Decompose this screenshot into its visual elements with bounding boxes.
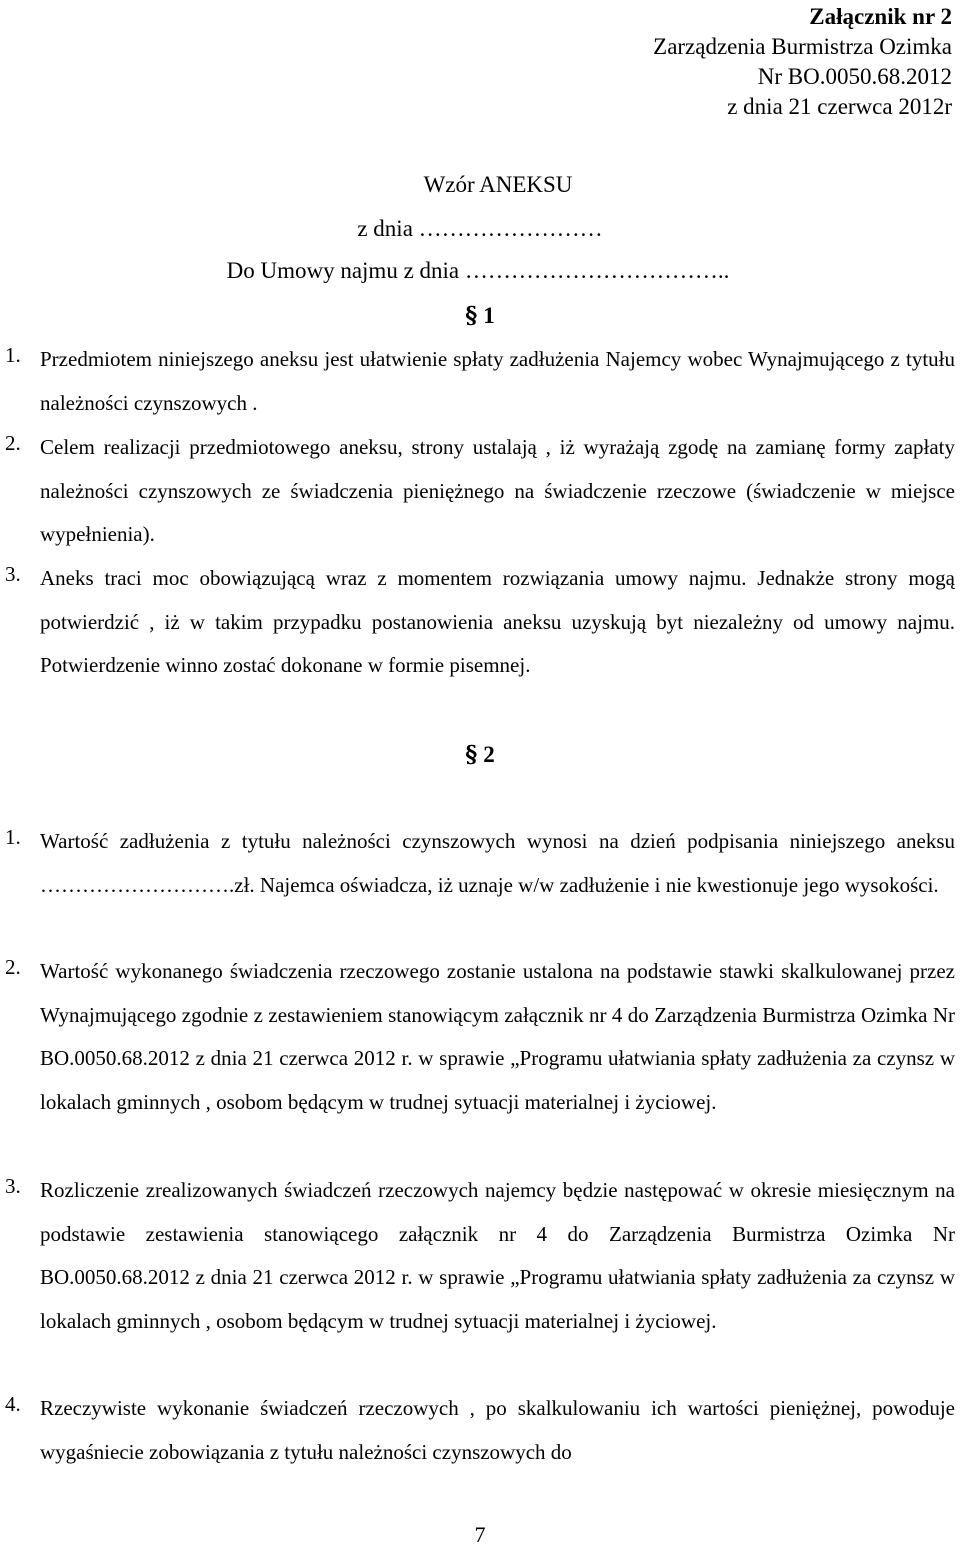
item-number: 3. (5, 1174, 21, 1198)
section-2-item-3 (5, 1169, 955, 1343)
section-number: 1 (483, 303, 495, 328)
annex-title: Wzór ANEKSU (423, 172, 573, 197)
section-1-item-2 (5, 426, 955, 557)
item-text: Wartość wykonanego świadczenia rzeczowego zostanie ustalona na podstawie stawki skalkulowanej przez Wynajmującego zgodnie z zestawieniem stanowiącym załącznik nr 4 do Zarządzenia Burmistrza Ozimka Nr BO.0050.68.2012 z dnia 21 czerwca 2012 r. w sprawie „Programu ułatwiania spłaty zadłużenia za czynsz w lokalach gminnych , osobom będącym w trudnej sytuacji materialnej i życiowej. (40, 959, 955, 1114)
item-number: 4. (5, 1392, 21, 1416)
section-2-item-2 (5, 950, 955, 1124)
document-header (653, 2, 952, 122)
contract-date-line: Do Umowy najmu z dnia …………………………….. (226, 258, 730, 283)
item-number: 3. (5, 562, 21, 586)
ordinance-line: Zarządzenia Burmistrza Ozimka (653, 34, 952, 59)
item-text: Celem realizacji przedmiotowego aneksu, strony ustalają , iż wyrażają zgodę na zamianę formy zapłaty należności czynszowych ze świadczenia pieniężnego na świadczenie rzeczowe (świadczenie w miejsce wypełnienia). (40, 435, 955, 546)
item-number: 2. (5, 955, 21, 979)
item-text: Rzeczywiste wykonanie świadczeń rzeczowych , po skalkulowaniu ich wartości pieniężnej, powoduje wygaśniecie zobowiązania z tytułu należności czynszowych do (40, 1396, 955, 1464)
section-2-item-1 (5, 820, 955, 907)
item-text: Wartość zadłużenia z tytułu należności czynszowych wynosi na dzień podpisania niniejszego aneksu ……………………….zł. Najemca oświadcza, iż uznaje w/w zadłużenie i nie kwestionuje jego wysokości. (40, 829, 955, 897)
page-number: 7 (474, 1522, 486, 1547)
section-2-item-4 (5, 1387, 955, 1474)
item-text: Rozliczenie zrealizowanych świadczeń rzeczowych najemcy będzie następować w okresie miesięcznym na podstawie zestawienia stanowiącego załącznik nr 4 do Zarządzenia Burmistrza Ozimka Nr BO.0050.68.2012 z dnia 21 czerwca 2012 r. w sprawie „Programu ułatwiania spłaty zadłużenia za czynsz w lokalach gminnych , osobom będącym w trudnej sytuacji materialnej i życiowej. (40, 1178, 955, 1333)
section-1-item-3 (5, 557, 955, 688)
item-number: 1. (5, 343, 21, 367)
section-number: 2 (483, 742, 495, 767)
section-1-item-1 (5, 338, 955, 425)
section-mark: § (465, 302, 478, 329)
ordinance-date: z dnia 21 czerwca 2012r (727, 94, 952, 119)
annex-date-line: z dnia …………………… (357, 216, 603, 241)
section-mark: § (465, 741, 478, 768)
ordinance-number: Nr BO.0050.68.2012 (757, 64, 952, 89)
section-2-heading (0, 741, 960, 768)
item-number: 2. (5, 431, 21, 455)
section-1-heading (0, 302, 960, 329)
item-text: Aneks traci moc obowiązującą wraz z momentem rozwiązania umowy najmu. Jednakże strony mogą potwierdzić , iż w takim przypadku postanowienia aneksu uzyskują byt niezależny od umowy najmu. Potwierdzenie winno zostać dokonane w formie pisemnej. (40, 566, 955, 677)
attachment-title: Załącznik nr 2 (809, 4, 952, 29)
item-number: 1. (5, 825, 21, 849)
item-text: Przedmiotem niniejszego aneksu jest ułatwienie spłaty zadłużenia Najemcy wobec Wynajmującego z tytułu należności czynszowych . (40, 347, 955, 415)
